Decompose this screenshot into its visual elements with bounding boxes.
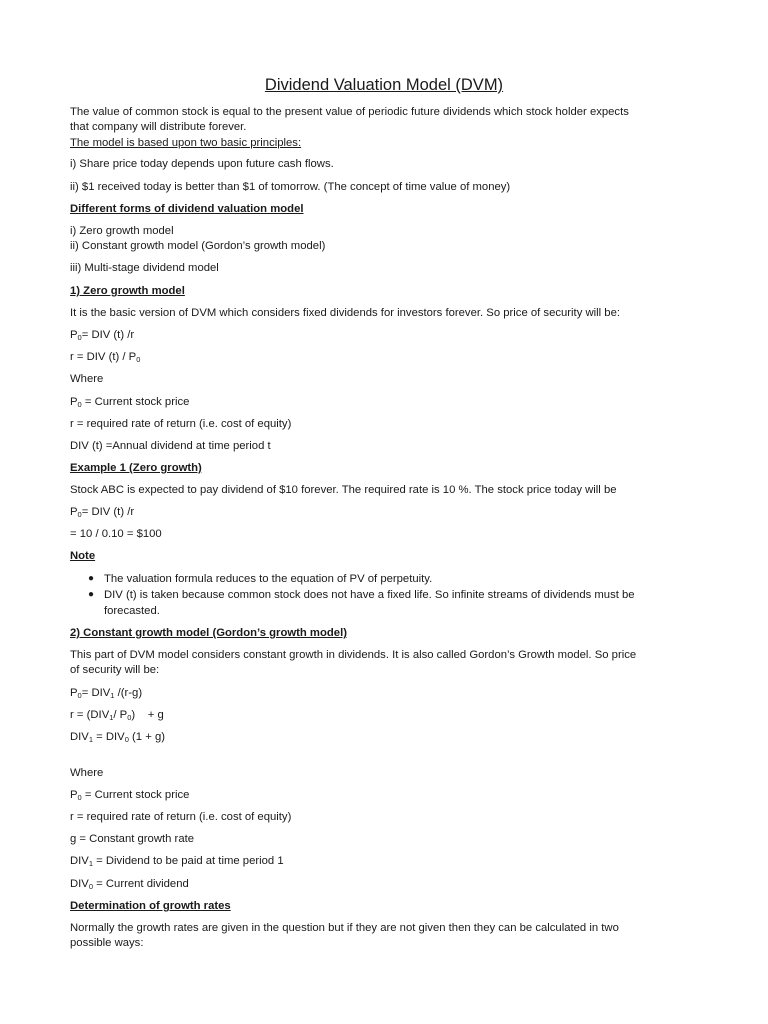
intro-line-1: The value of common stock is equal to the present value of periodic future dividends which stock holder expects xyxy=(70,106,629,118)
bullet-icon: ● xyxy=(88,573,95,584)
forms-heading: Different forms of dividend valuation model xyxy=(70,203,304,215)
note-bullet-2-line-2: forecasted. xyxy=(104,605,160,617)
constant-where: Where xyxy=(70,767,104,779)
constant-equation-rate: $r = (DIV_1/$ $P_0$) + g xyxy=(70,709,164,722)
principle-2: ii) $1 received today is better than $1 of tomorrow. (The concept of time value of money) xyxy=(70,181,511,193)
principle-1: i) Share price today depends upon future cash flows. xyxy=(70,158,334,170)
zero-growth-heading: 1) Zero growth model xyxy=(70,285,185,297)
example-equation-2: = 10 / 0.10 = $100 xyxy=(70,528,162,540)
form-3: iii) Multi-stage dividend model xyxy=(70,262,219,274)
principles-heading: The model is based upon two basic principles: xyxy=(70,137,302,149)
example-description: Stock ABC is expected to pay dividend of $10 forever. The required rate is 10 %. The stock price today will be xyxy=(70,484,617,496)
constant-def-div0: $DIV_0$ = Current dividend xyxy=(70,878,189,891)
constant-equation-price: $P_0= DIV_1$ /(r-g) xyxy=(70,687,143,700)
growth-description-line-1: Normally the growth rates are given in the question but if they are not given then they can be calculated in two xyxy=(70,922,619,934)
zero-growth-description: It is the basic version of DVM which considers fixed dividends for investors forever. So price of security will be: xyxy=(70,307,621,319)
constant-def-rate: r = required rate of return (i.e. cost of equity) xyxy=(70,811,292,823)
constant-description-line-2: of security will be: xyxy=(70,664,160,676)
note-bullet-1: The valuation formula reduces to the equation of PV of perpetuity. xyxy=(104,573,433,585)
example-equation-1: $P_0=$ DIV (t) /r xyxy=(70,506,135,519)
zero-where: Where xyxy=(70,373,104,385)
constant-growth-heading: 2) Constant growth model (Gordon’s growth model) xyxy=(70,627,347,639)
growth-rates-heading: Determination of growth rates xyxy=(70,900,231,912)
bullet-icon: ● xyxy=(88,589,95,600)
zero-def-price: $P_0$ = Current stock price xyxy=(70,396,190,409)
zero-def-dividend: DIV (t) =Annual dividend at time period t xyxy=(70,440,271,452)
document-title: Dividend Valuation Model (DVM) xyxy=(264,76,504,94)
constant-description-line-1: This part of DVM model considers constant growth in dividends. It is also called Gordon’s Growth model. So price xyxy=(70,649,637,661)
note-bullet-2-line-1: DIV (t) is taken because common stock does not have a fixed life. So infinite streams of dividends must be xyxy=(104,589,635,601)
form-2: ii) Constant growth model (Gordon’s growth model) xyxy=(70,240,326,252)
example-heading: Example 1 (Zero growth) xyxy=(70,462,202,474)
constant-equation-dividend: $DIV_1 = DIV_0$ (1 + g) xyxy=(70,731,166,744)
constant-def-growth: g = Constant growth rate xyxy=(70,833,195,845)
constant-def-price: $P_0$ = Current stock price xyxy=(70,789,190,802)
intro-line-2: that company will distribute forever. xyxy=(70,121,247,133)
growth-description-line-2: possible ways: xyxy=(70,937,144,949)
note-heading: Note xyxy=(70,550,96,562)
form-1: i) Zero growth model xyxy=(70,225,174,237)
constant-def-div1: $DIV_1$ = Dividend to be paid at time period 1 xyxy=(70,855,284,868)
zero-def-rate: r = required rate of return (i.e. cost of equity) xyxy=(70,418,292,430)
zero-equation-rate: r = DIV $(t) / P_0$ xyxy=(70,351,141,364)
zero-equation-price: $P_0=$ DIV (t) /r xyxy=(70,329,135,342)
